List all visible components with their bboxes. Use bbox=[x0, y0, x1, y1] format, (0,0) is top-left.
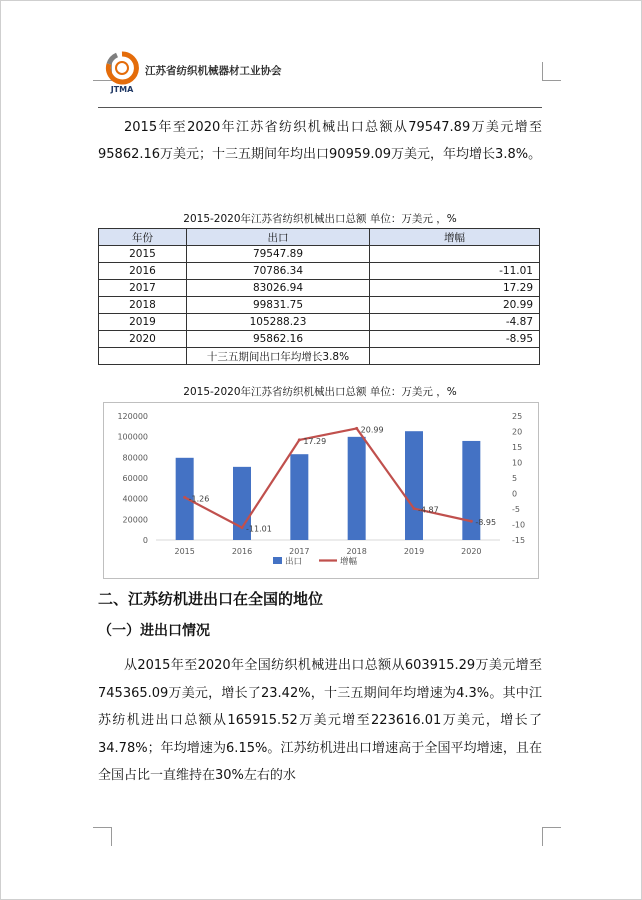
growth-data-label: 17.29 bbox=[303, 436, 327, 446]
table-row bbox=[99, 246, 540, 263]
table-row bbox=[99, 314, 540, 331]
line-growth-point bbox=[241, 526, 244, 529]
export-table bbox=[98, 228, 540, 365]
table-row bbox=[99, 331, 540, 348]
growth-data-label: 20.99 bbox=[360, 425, 384, 435]
cell-growth: 17.29 bbox=[370, 280, 540, 297]
right-axis-tick-label: 10 bbox=[512, 458, 523, 468]
cell-export: 79547.89 bbox=[187, 246, 370, 263]
cell-export: 83026.94 bbox=[187, 280, 370, 297]
table-caption: 2015-2020年江苏省纺织机械出口总额 单位：万美元 ，% bbox=[183, 213, 457, 225]
cell-footer-note: 十三五期间出口年均增长3.8% bbox=[187, 348, 370, 365]
left-axis-tick-label: 100000 bbox=[117, 432, 148, 442]
left-axis-tick-label: 80000 bbox=[122, 453, 148, 463]
growth-data-label: -4.87 bbox=[418, 505, 439, 515]
table-row bbox=[99, 280, 540, 297]
left-axis-tick-label: 0 bbox=[142, 536, 148, 545]
x-axis-tick-label: 2015 bbox=[174, 547, 195, 556]
body-paragraph bbox=[98, 652, 542, 790]
right-axis-tick-label: 0 bbox=[512, 489, 518, 499]
right-axis-tick-label: 20 bbox=[512, 427, 523, 437]
bar-export bbox=[405, 431, 423, 540]
cell-empty bbox=[370, 348, 540, 365]
cell-growth: -8.95 bbox=[370, 331, 540, 348]
right-axis-tick-label: 25 bbox=[512, 412, 523, 421]
line-growth-point bbox=[413, 507, 416, 510]
cell-year: 2016 bbox=[99, 263, 187, 280]
export-chart-svg bbox=[104, 403, 538, 578]
right-axis-tick-label: -10 bbox=[512, 520, 526, 530]
jtma-logo-icon bbox=[104, 50, 140, 94]
cell-growth bbox=[370, 246, 540, 263]
left-axis-tick-label: 60000 bbox=[122, 474, 148, 483]
x-axis-tick-label: 2016 bbox=[231, 547, 253, 556]
bar-export bbox=[290, 454, 308, 540]
header-growth: 增幅 bbox=[370, 229, 540, 246]
cell-growth: 20.99 bbox=[370, 297, 540, 314]
cell-year: 2015 bbox=[99, 246, 187, 263]
right-axis-tick-label: -15 bbox=[512, 536, 526, 545]
line-growth-point bbox=[470, 520, 473, 523]
growth-data-label: -8.95 bbox=[475, 518, 497, 528]
growth-data-label: -11.01 bbox=[246, 524, 272, 534]
cell-year: 2020 bbox=[99, 331, 187, 348]
section-heading: 二、江苏纺机进出口在全国的地位 bbox=[98, 590, 324, 608]
crop-mark-top-right bbox=[542, 62, 561, 81]
right-axis-tick-label: 5 bbox=[512, 474, 518, 483]
cell-export: 99831.75 bbox=[187, 297, 370, 314]
table-row bbox=[99, 297, 540, 314]
intro-paragraph-text: 2015年至2020年江苏省纺织机械出口总额从79547.89万美元增至95862.16万美元；十三五期间年均出口90959.09万美元，年均增长3.8%。 bbox=[98, 120, 542, 162]
legend-label-export: 出口 bbox=[285, 557, 303, 567]
line-growth-point bbox=[183, 496, 186, 499]
line-growth-point bbox=[298, 438, 301, 441]
chart-caption: 2015-2020年江苏省纺织机械出口总额 单位：万美元 ，% bbox=[183, 386, 457, 398]
cell-growth: -4.87 bbox=[370, 314, 540, 331]
cell-growth: -11.01 bbox=[370, 263, 540, 280]
x-axis-tick-label: 2019 bbox=[403, 547, 425, 556]
cell-year: 2019 bbox=[99, 314, 187, 331]
header-year: 年份 bbox=[99, 229, 187, 246]
growth-data-label: -1.26 bbox=[188, 494, 210, 504]
left-axis-tick-label: 20000 bbox=[122, 515, 148, 525]
cell-year: 2017 bbox=[99, 280, 187, 297]
legend-label-growth: 增幅 bbox=[340, 557, 358, 567]
cell-export: 105288.23 bbox=[187, 314, 370, 331]
right-axis-tick-label: 15 bbox=[512, 443, 523, 452]
line-growth-point bbox=[355, 427, 358, 430]
cell-empty bbox=[99, 348, 187, 365]
right-axis-tick-label: -5 bbox=[512, 505, 520, 514]
organization-name: 江苏省纺织机械器材工业协会 bbox=[145, 65, 282, 77]
cell-year: 2018 bbox=[99, 297, 187, 314]
logo-text: JTMA bbox=[110, 85, 134, 94]
left-axis-tick-label: 120000 bbox=[117, 412, 148, 421]
table-header-row bbox=[99, 229, 540, 246]
subsection-heading: （一）进出口情况 bbox=[98, 623, 210, 639]
table-row bbox=[99, 263, 540, 280]
header-export: 出口 bbox=[187, 229, 370, 246]
cell-export: 70786.34 bbox=[187, 263, 370, 280]
left-axis-tick-label: 40000 bbox=[122, 494, 148, 504]
cell-export: 95862.16 bbox=[187, 331, 370, 348]
legend-swatch-export bbox=[273, 557, 282, 564]
x-axis-tick-label: 2020 bbox=[461, 547, 482, 556]
crop-mark-bottom-left bbox=[93, 827, 112, 846]
intro-paragraph bbox=[98, 114, 542, 168]
header-rule bbox=[98, 107, 542, 108]
x-axis-tick-label: 2017 bbox=[289, 547, 310, 556]
bar-export bbox=[348, 437, 366, 540]
table-footer-row bbox=[99, 348, 540, 365]
body-paragraph-text: 从2015年至2020年全国纺织机械进出口总额从603915.29万美元增至745365.09万美元，增长了23.42%，十三五期间年均增速为4.3%。其中江苏纺机进出口总额从165915.52万美元增至223616.01万美元，增长了34.78%；年均增速为6.15%。江苏纺机进出口增速高于全国平均增速，且在全国占比一直维持在30%左右的水 bbox=[98, 658, 542, 783]
x-axis-tick-label: 2018 bbox=[346, 547, 367, 556]
crop-mark-bottom-right bbox=[542, 827, 561, 846]
export-chart bbox=[103, 402, 539, 579]
